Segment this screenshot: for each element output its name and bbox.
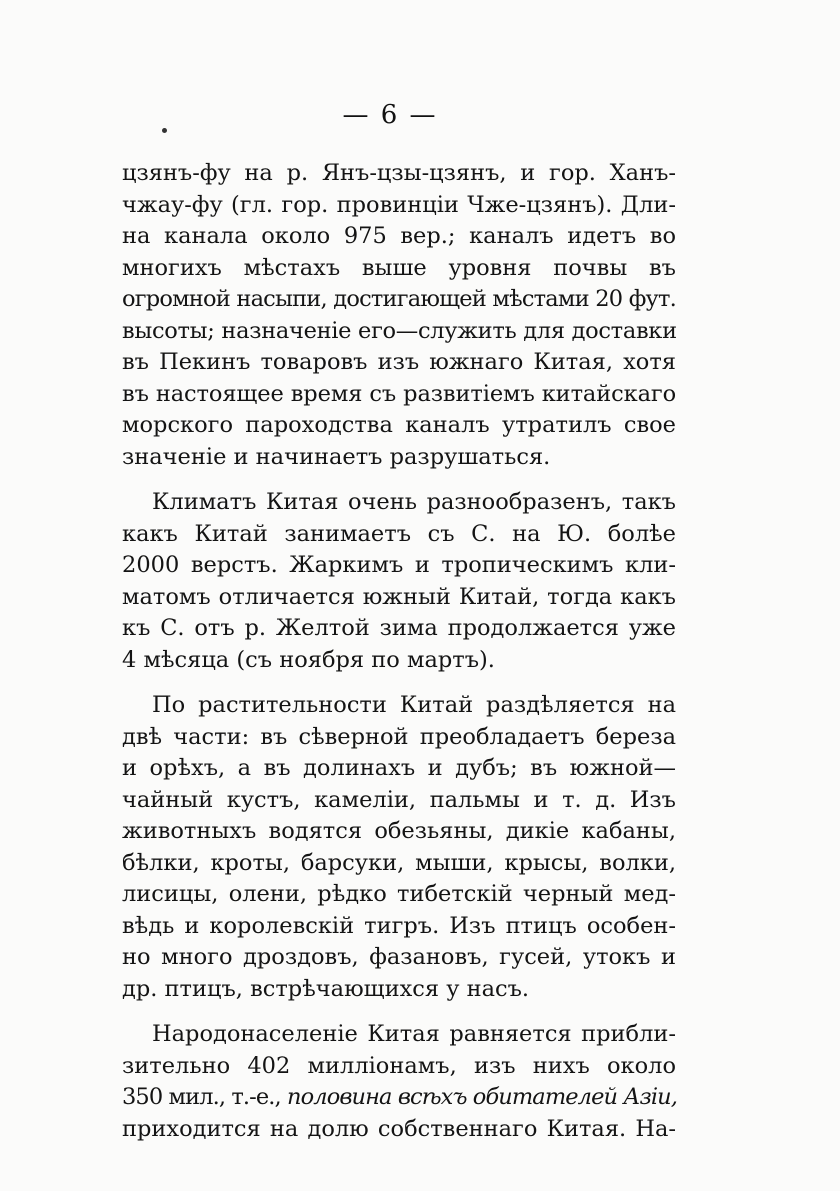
text-line: какъ Китай занимаетъ съ С. на Ю. болѣе (122, 520, 676, 547)
text-line: чжау-фу (гл. гор. провинціи Чже-цзянъ). Дли- (122, 191, 676, 218)
text-line: По растительности Китай раздѣляется на (152, 692, 676, 718)
text-line: приходится на долю собственнаго Китая. На- (122, 1115, 676, 1142)
text-line: къ С. отъ р. Желтой зима продолжается уже (122, 615, 676, 641)
text-line: двѣ части: въ сѣверной преобладаетъ береза (122, 723, 676, 750)
paragraph-population (122, 1019, 676, 1145)
text-line: многихъ мѣстахъ выше уровня почвы въ (122, 254, 676, 281)
text-line-mixed (122, 1082, 676, 1114)
paragraph-flora-fauna (122, 690, 676, 1005)
print-speck (162, 128, 167, 133)
text-line: Климатъ Китая очень разнообразенъ, такъ (152, 489, 676, 515)
text-line: бѣлки, кроты, барсуки, мыши, крысы, волки, (122, 849, 676, 876)
text-line: цзянъ-фу на р. Янъ-цзы-цзянъ, и гор. Ханъ- (122, 160, 676, 186)
text-line: др. птицъ, встрѣчающихся у насъ. (122, 975, 530, 1002)
body-text (122, 158, 676, 1145)
text-line: матомъ отличается южный Китай, тогда какъ (122, 583, 676, 610)
text-line: въ Пекинъ товаровъ изъ южнаго Китая, хотя (122, 349, 676, 375)
text-line: 2000 верстъ. Жаркимъ и тропическимъ кли- (122, 552, 676, 578)
paragraph-canal (122, 158, 676, 473)
text-line: но много дроздовъ, фазановъ, гусей, утокъ и (122, 944, 676, 970)
text-line: 4 мѣсяца (съ ноября по мартъ). (122, 646, 495, 673)
text-line: морского пароходства каналъ утратилъ свое (122, 412, 676, 438)
text-line: вѣдь и королевскій тигръ. Изъ птицъ особен- (122, 912, 676, 939)
text-line: на канала около 975 вер.; каналъ идетъ во (122, 223, 676, 249)
text-line: огромной насыпи, достигающей мѣстами 20 фут. (122, 286, 676, 312)
italic-emphasis: половина всѣхъ обитателей Азіи, (287, 1084, 678, 1110)
text-line: лисицы, олени, рѣдко тибетскій черный мед- (122, 881, 676, 907)
text-line: и орѣхъ, а въ долинахъ и дубъ; въ южной— (122, 755, 676, 781)
text-line: животныхъ водятся обезьяны, дикіе кабаны, (122, 818, 676, 844)
text-run: 350 мил., т.-е., (122, 1084, 288, 1110)
text-line: высоты; назначеніе его—служить для доставки (122, 317, 677, 344)
text-line: чайный кустъ, камеліи, пальмы и т. д. Изъ (122, 786, 676, 813)
text-line: зительно 402 милліонамъ, изъ нихъ около (122, 1052, 676, 1079)
paragraph-climate (122, 487, 676, 676)
text-line: Народонаселеніе Китая равняется прибли- (152, 1021, 676, 1047)
page-number: — 6 — (342, 100, 438, 130)
text-line: значеніе и начинаетъ разрушаться. (122, 443, 551, 470)
text-line: въ настоящее время съ развитіемъ китайскаго (122, 380, 677, 407)
